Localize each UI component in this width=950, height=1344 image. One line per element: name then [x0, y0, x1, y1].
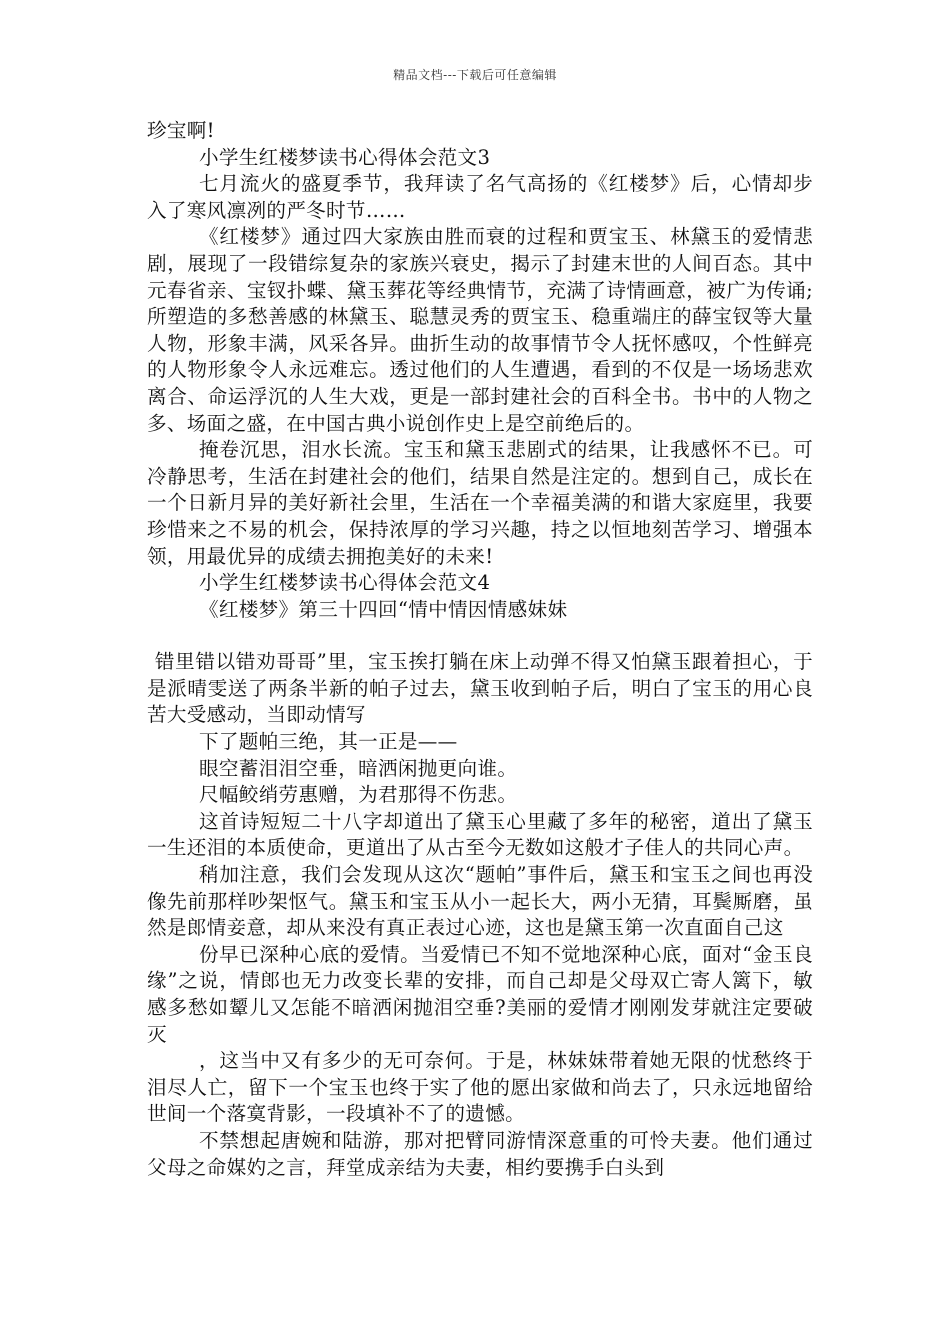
page-header: 精品文档---下载后可任意编辑 — [393, 68, 557, 82]
section-heading-3: 小学生红楼梦读书心得体会范文3 — [198, 145, 491, 169]
paragraph: 份早已深种心底的爱情。当爱情已不知不觉地深种心底，面对“金玉良缘”之说，情郎也无力改变长辈的安排，而自己却是父母双亡寄人篱下，敏感多愁如颦儿又怎能不暗洒闲抛泪空垂?美丽的爱情才刚刚发芽就注定要破灭 — [147, 942, 813, 1046]
paragraph: 七月流火的盛夏季节，我拜读了名气高扬的《红楼梦》后，心情却步入了寒风凛冽的严冬时节…… — [147, 172, 813, 222]
paragraph: 错里错以错劝哥哥”里，宝玉挨打躺在床上动弹不得又怕黛玉跟着担心，于是派晴雯送了两条半新的帕子过去，黛玉收到帕子后，明白了宝玉的用心良苦大受感动，当即动情写 — [147, 650, 813, 727]
paragraph: 下了题帕三绝，其一正是—— — [198, 730, 458, 754]
section-heading-4: 小学生红楼梦读书心得体会范文4 — [198, 571, 491, 595]
document-body — [147, 118, 813, 1181]
paragraph: 掩卷沉思，泪水长流。宝玉和黛玉悲剧式的结果，让我感怀不已。可冷静思考，生活在封建社会的他们，结果自然是注定的。想到自己，成长在一个日新月异的美好新社会里，生活在一个幸福美满的和谐大家庭里，我要珍惜来之不易的机会，保持浓厚的学习兴趣，持之以恒地刻苦学习、增强本领，用最优异的成绩去拥抱美好的未来! — [147, 438, 813, 568]
paragraph: 稍加注意，我们会发现从这次“题帕”事件后，黛玉和宝玉之间也再没像先前那样吵架怄气。黛玉和宝玉从小一起长大，两小无猜，耳鬓厮磨，虽然是郎情妾意，却从来没有真正表过心迹，这也是黛玉第一次直面自己这 — [147, 863, 813, 940]
poem-line: 眼空蓄泪泪空垂，暗洒闲抛更向谁。 — [198, 756, 518, 780]
paragraph: ，这当中又有多少的无可奈何。于是，林妹妹带着她无限的忧愁终于泪尽人亡，留下一个宝玉也终于实了他的愿出家做和尚去了，只永远地留给世间一个落寞背影，一段填补不了的遗憾。 — [147, 1049, 813, 1126]
paragraph: 这首诗短短二十八字却道出了黛玉心里藏了多年的秘密，道出了黛玉一生还泪的本质使命，更道出了从古至今无数如这般才子佳人的共同心声。 — [147, 809, 813, 860]
paragraph: 《红楼梦》通过四大家族由胜而衰的过程和贾宝玉、林黛玉的爱情悲剧，展现了一段错综复杂的家族兴衰史，揭示了封建末世的人间百态。其中元春省亲、宝钗扑蝶、黛玉葬花等经典情节，充满了诗情画意，被广为传诵;所塑造的多愁善感的林黛玉、聪慧灵秀的贾宝玉、稳重端庄的薛宝钗等大量人物，形象丰满，风采各异。曲折生动的故事情节令人抚怀感叹，个性鲜亮的人物形象令人永远难忘。透过他们的人生遭遇，看到的不仅是一场场悲欢离合、命运浮沉的人生大戏，更是一部封建社会的百科全书。书中的人物之多、场面之盛，在中国古典小说创作史上是空前绝后的。 — [147, 225, 813, 435]
paragraph-continuation: 珍宝啊! — [147, 119, 215, 142]
paragraph: 不禁想起唐婉和陆游，那对把臂同游情深意重的可怜夫妻。他们通过父母之命媒妁之言，拜堂成亲结为夫妻，相约要携手白头到 — [147, 1128, 813, 1179]
blank-line — [147, 623, 813, 649]
paragraph: 《红楼梦》第三十四回“情中情因情感妹妹 — [198, 597, 568, 621]
poem-line: 尺幅鲛绡劳惠赠，为君那得不伤悲。 — [198, 783, 518, 807]
